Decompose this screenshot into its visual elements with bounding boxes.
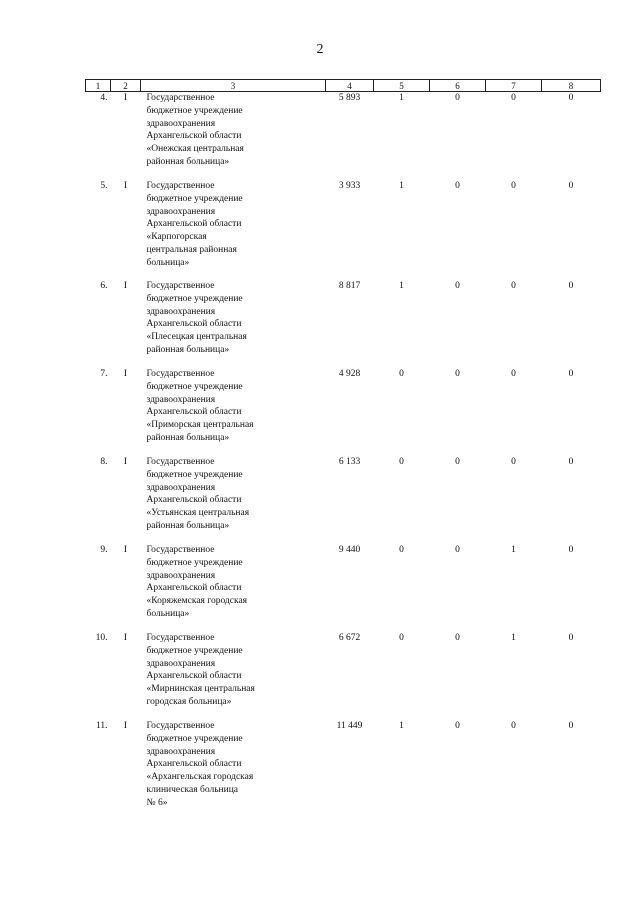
value-col6: 0 <box>455 457 460 467</box>
table-row <box>86 180 601 280</box>
name-line: бюджетное учреждение <box>146 105 243 116</box>
name-line: бюджетное учреждение <box>146 293 243 304</box>
value-col5: 1 <box>399 281 404 291</box>
value-col7: 0 <box>511 721 516 731</box>
name-line: Государственное <box>146 457 215 467</box>
institution-name <box>141 92 326 181</box>
value-col6: 0 <box>455 93 460 103</box>
value-col5: 0 <box>399 545 404 555</box>
value-col4: 5 893 <box>338 93 361 103</box>
value-col7: 1 <box>511 545 516 555</box>
name-line: «Коряжемская городская <box>146 596 248 607</box>
name-line: здравоохранения <box>146 658 216 669</box>
table-row <box>86 544 601 632</box>
table-row <box>86 456 601 544</box>
column-header: 8 <box>542 80 601 92</box>
name-line: здравоохранения <box>146 206 216 217</box>
name-line: районная больница» <box>146 432 230 443</box>
name-line: бюджетное учреждение <box>146 645 243 656</box>
name-line: Архангельской области <box>146 583 242 594</box>
name-line: «Мирнинская центральная <box>146 684 255 695</box>
value-col5: 1 <box>399 721 404 731</box>
value-col6: 0 <box>455 721 460 731</box>
value-col8: 0 <box>568 633 574 643</box>
value-col8: 0 <box>568 721 574 731</box>
name-line: «Карпогорская <box>146 232 207 243</box>
name-line: Государственное <box>146 721 215 731</box>
value-col8: 0 <box>568 369 574 379</box>
row-number: 9. <box>100 545 108 555</box>
institution-name <box>141 280 326 368</box>
value-col6: 0 <box>455 181 460 191</box>
institution-name <box>141 368 326 456</box>
value-col5: 0 <box>399 369 404 379</box>
column-header: 5 <box>374 80 430 92</box>
row-number: 4. <box>100 93 108 103</box>
column-header: 7 <box>486 80 542 92</box>
name-line: «Архангельская городская <box>146 772 254 783</box>
name-line: городская больница» <box>146 696 232 707</box>
name-line: «Устьянская центральная <box>146 508 250 519</box>
value-col7: 0 <box>511 181 516 191</box>
name-line: № 6» <box>146 797 168 808</box>
name-line: районная больница» <box>146 344 230 355</box>
name-line: Архангельской области <box>146 319 242 330</box>
value-col8: 0 <box>568 545 574 555</box>
name-line: Государственное <box>146 633 215 643</box>
column-header: 4 <box>326 80 374 92</box>
institution-name <box>141 632 326 720</box>
value-col7: 1 <box>511 633 516 643</box>
row-type: I <box>123 93 128 103</box>
value-col4: 4 928 <box>338 369 361 379</box>
name-line: Архангельской области <box>146 131 242 142</box>
row-number: 11. <box>95 721 108 731</box>
name-line: больница» <box>146 608 190 619</box>
value-col6: 0 <box>455 545 460 555</box>
name-line: Государственное <box>146 93 215 103</box>
value-col7: 0 <box>511 457 516 467</box>
value-col6: 0 <box>455 281 460 291</box>
name-line: бюджетное учреждение <box>146 557 243 568</box>
name-line: Государственное <box>146 281 215 291</box>
value-col8: 0 <box>568 181 574 191</box>
column-header: 6 <box>430 80 486 92</box>
name-line: здравоохранения <box>146 570 216 581</box>
name-line: Архангельской области <box>146 671 242 682</box>
name-line: бюджетное учреждение <box>146 733 243 744</box>
value-col4: 3 933 <box>338 181 361 191</box>
column-header: 2 <box>111 80 141 92</box>
value-col7: 0 <box>511 369 516 379</box>
institution-name <box>141 544 326 632</box>
name-line: районная больница» <box>146 156 230 167</box>
value-col7: 0 <box>511 93 516 103</box>
name-line: Архангельской области <box>146 495 242 506</box>
institution-name <box>141 180 326 280</box>
name-line: Государственное <box>146 545 215 555</box>
name-line: здравоохранения <box>146 306 216 317</box>
page-number: 2 <box>316 42 324 57</box>
row-type: I <box>123 457 128 467</box>
column-header: 3 <box>141 80 326 92</box>
name-line: здравоохранения <box>146 394 216 405</box>
table-row <box>86 632 601 720</box>
value-col4: 9 440 <box>338 545 361 555</box>
value-col5: 1 <box>399 181 404 191</box>
name-line: районная больница» <box>146 520 230 531</box>
name-line: клиническая больница <box>146 784 238 795</box>
name-line: Архангельской области <box>146 759 242 770</box>
name-line: Государственное <box>146 369 215 379</box>
row-number: 5. <box>100 181 108 191</box>
table-row <box>86 92 601 181</box>
row-type: I <box>123 369 128 379</box>
row-type: I <box>123 545 128 555</box>
header-row <box>86 80 601 92</box>
row-type: I <box>123 281 128 291</box>
table-row <box>86 720 601 820</box>
value-col8: 0 <box>568 93 574 103</box>
row-type: I <box>123 181 128 191</box>
value-col4: 6 133 <box>338 457 361 467</box>
name-line: Архангельской области <box>146 219 242 230</box>
value-col5: 0 <box>399 633 404 643</box>
row-type: I <box>123 721 128 731</box>
institution-name <box>141 456 326 544</box>
name-line: «Плесецкая центральная <box>146 332 247 343</box>
value-col4: 6 672 <box>338 633 361 643</box>
name-line: Государственное <box>146 181 215 191</box>
name-line: центральная районная <box>146 244 237 255</box>
data-table <box>85 79 601 820</box>
name-line: бюджетное учреждение <box>146 381 243 392</box>
name-line: «Онежская центральная <box>146 144 244 155</box>
name-line: здравоохранения <box>146 118 216 129</box>
row-type: I <box>123 633 128 643</box>
value-col5: 1 <box>399 93 404 103</box>
value-col4: 8 817 <box>338 281 361 291</box>
row-number: 10. <box>95 633 108 643</box>
value-col8: 0 <box>568 457 574 467</box>
value-col4: 11 449 <box>336 721 363 731</box>
value-col5: 0 <box>399 457 404 467</box>
table-row <box>86 280 601 368</box>
institution-name <box>141 720 326 820</box>
table-row <box>86 368 601 456</box>
name-line: больница» <box>146 257 190 268</box>
name-line: бюджетное учреждение <box>146 193 243 204</box>
name-line: здравоохранения <box>146 482 216 493</box>
column-header: 1 <box>86 80 111 92</box>
name-line: здравоохранения <box>146 746 216 757</box>
name-line: Архангельской области <box>146 407 242 418</box>
value-col6: 0 <box>455 369 460 379</box>
value-col8: 0 <box>568 281 574 291</box>
name-line: «Приморская центральная <box>146 420 254 431</box>
row-number: 6. <box>100 281 108 291</box>
name-line: бюджетное учреждение <box>146 469 243 480</box>
value-col6: 0 <box>455 633 460 643</box>
row-number: 7. <box>100 369 108 379</box>
row-number: 8. <box>100 457 108 467</box>
value-col7: 0 <box>511 281 516 291</box>
